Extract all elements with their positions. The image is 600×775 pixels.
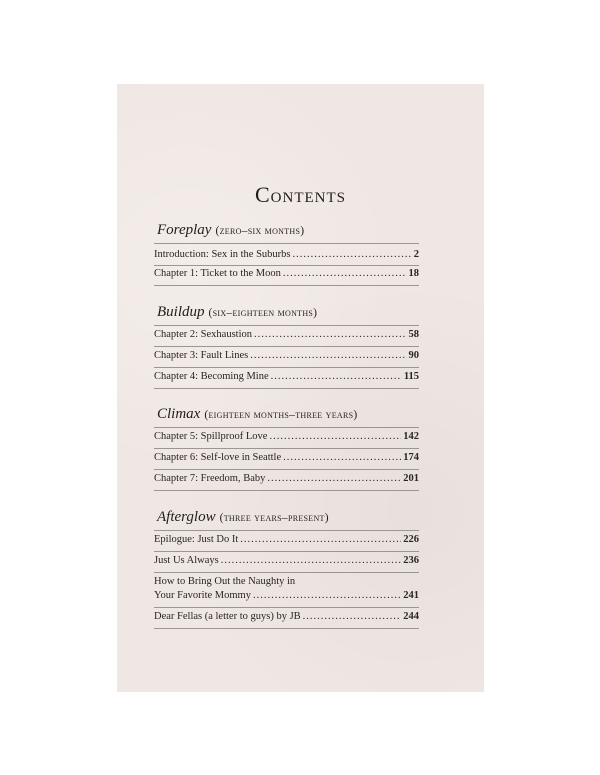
leader-dots (240, 534, 401, 545)
entry-page: 115 (403, 371, 419, 382)
divider (154, 530, 419, 531)
entry-page: 18 (408, 268, 419, 279)
toc-entry[interactable] (154, 555, 419, 566)
section-title-afterglow (157, 509, 329, 526)
section-name: Foreplay (157, 222, 212, 238)
leader-dots (267, 473, 401, 484)
divider (154, 448, 419, 449)
entry-label: Epilogue: Just Do It (154, 534, 239, 545)
entry-label-line2: Your Favorite Mommy (154, 590, 251, 601)
entry-page: 236 (403, 555, 419, 566)
divider (154, 490, 419, 491)
section-name: Climax (157, 406, 201, 422)
leader-dots (221, 555, 401, 566)
entry-label: Chapter 6: Self-love in Seattle (154, 452, 282, 463)
entry-page: 90 (408, 350, 419, 361)
divider (154, 346, 419, 347)
section-subtitle: (three years–present) (219, 512, 329, 524)
toc-entry[interactable] (154, 268, 419, 279)
section-subtitle: (zero–six months) (215, 225, 305, 237)
section-name: Buildup (157, 304, 205, 320)
toc-entry[interactable] (154, 590, 419, 601)
entry-label: Chapter 5: Spillproof Love (154, 431, 268, 442)
toc-entry[interactable] (154, 350, 419, 361)
leader-dots (269, 431, 401, 442)
entry-page: 2 (413, 249, 419, 260)
divider (154, 285, 419, 286)
section-title-foreplay (157, 222, 304, 239)
section-title-climax (157, 406, 358, 423)
entry-page: 226 (403, 534, 419, 545)
contents-title: Contents (254, 182, 346, 207)
entry-page: 174 (403, 452, 419, 463)
section-subtitle: (six–eighteen months) (208, 307, 318, 319)
divider (154, 551, 419, 552)
section-title-buildup (157, 304, 317, 321)
leader-dots (254, 329, 407, 340)
entry-label: Chapter 3: Fault Lines (154, 350, 249, 361)
book-page (117, 84, 484, 692)
entry-label: Just Us Always (154, 555, 219, 566)
leader-dots (253, 590, 401, 601)
toc-entry[interactable] (154, 473, 419, 484)
toc-entry[interactable] (154, 534, 419, 545)
entry-label: Chapter 7: Freedom, Baby (154, 473, 266, 484)
divider (154, 388, 419, 389)
entry-label: Introduction: Sex in the Suburbs (154, 249, 291, 260)
toc-entry[interactable] (154, 452, 419, 463)
divider (154, 243, 419, 244)
toc-entry[interactable] (154, 431, 419, 442)
entry-page: 244 (403, 611, 419, 622)
section-name: Afterglow (157, 509, 216, 525)
leader-dots (271, 371, 402, 382)
toc-entry[interactable] (154, 249, 419, 260)
section-subtitle: (eighteen months–three years) (204, 409, 358, 421)
divider (154, 325, 419, 326)
divider (154, 607, 419, 608)
entry-label-line1[interactable]: How to Bring Out the Naughty in (154, 576, 296, 587)
entry-label: Dear Fellas (a letter to guys) by JB (154, 611, 301, 622)
leader-dots (303, 611, 402, 622)
toc-entry[interactable] (154, 329, 419, 340)
divider (154, 628, 419, 629)
toc-entry[interactable] (154, 371, 419, 382)
entry-page: 241 (403, 590, 419, 601)
divider (154, 427, 419, 428)
toc-entry[interactable] (154, 611, 419, 622)
entry-label: Chapter 4: Becoming Mine (154, 371, 269, 382)
leader-dots (293, 249, 412, 260)
divider (154, 572, 419, 573)
leader-dots (283, 268, 407, 279)
leader-dots (250, 350, 406, 361)
divider (154, 265, 419, 266)
divider (154, 367, 419, 368)
entry-page: 201 (403, 473, 419, 484)
entry-page: 142 (403, 431, 419, 442)
entry-page: 58 (408, 329, 419, 340)
leader-dots (283, 452, 401, 463)
entry-label: Chapter 1: Ticket to the Moon (154, 268, 281, 279)
divider (154, 469, 419, 470)
entry-label: Chapter 2: Sexhaustion (154, 329, 252, 340)
